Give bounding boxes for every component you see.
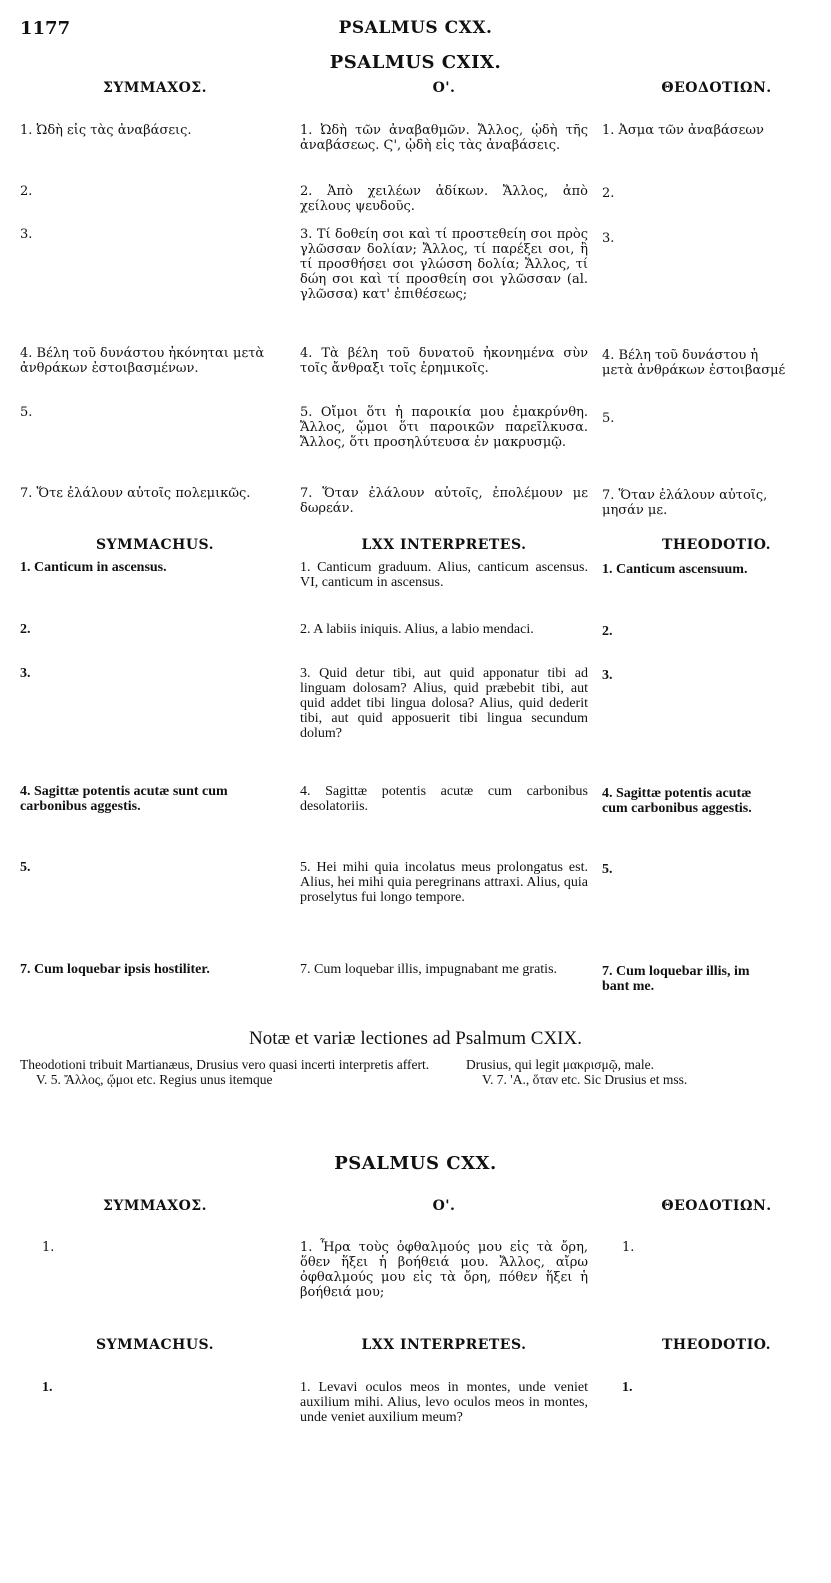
ps120-greek-theod-v1: 1. [622,1240,635,1255]
ps119-greek-lxx-v4: 4. Τὰ βέλη τοῦ δυνατοῦ ἠκονημένα σὺν τοῖς ἄνθραξι τοῖς ἐρημικοῖς. [300,346,588,376]
ps120-greek-sym-v1: 1. [42,1240,55,1255]
ps119-latin-theod-v7b: bant me. [602,979,655,994]
ps120-greek-header-theodotion: ΘΕΟΔΟΤΙΩΝ. [661,1198,772,1214]
ps119-latin-sym-v5: 5. [20,860,31,875]
ps119-greek-header-theodotion: ΘΕΟΔΟΤΙΩΝ. [661,80,772,96]
note-left-2: V. 5. Ἄλλος, ᾤμοι etc. Regius unus itemque [36,1072,273,1087]
ps119-latin-lxx-v3: 3. Quid detur tibi, aut quid apponatur tibi ad linguam dolosam? Alius, quid præbebit tibi, aut quid addet tibi lingua dolosa? Alius, quid dederit tibi, aut quid apposuerit tibi lingua secundum dolum? [300,666,588,741]
ps119-greek-sym-v1: 1. Ὠδὴ εἰς τὰς ἀναβάσεις. [20,123,192,138]
ps120-latin-header-symmachus: SYMMACHUS. [95,1337,215,1353]
ps119-latin-theod-v4b: cum carbonibus aggestis. [602,801,752,816]
ps120-greek-lxx-v1: 1. Ἦρα τοὺς ὀφθαλμούς μου εἰς τὰ ὄρη, ὅθεν ἥξει ἡ βοήθειά μου. Ἄλλος, αἴρω ὀφθαλμούς μου εἰς τὰ ὄρη, πόθεν ἥξει ἡ βοήθειά μου; [300,1240,588,1300]
ps119-greek-sym-v4: 4. Βέλη τοῦ δυνάστου ἠκόνηται μετὰ ἀνθράκων ἐστοιβασμένων. [20,346,265,376]
note-right-2: V. 7. 'Α., ὅταν etc. Sic Drusius et mss. [482,1072,688,1087]
ps119-latin-sym-v4: 4. Sagittæ potentis acutæ sunt cum carbonibus aggestis. [20,784,228,814]
ps119-greek-lxx-v3: 3. Τί δοθείη σοι καὶ τί προστεθείη σοι πρὸς γλῶσσαν δολίαν; Ἄλλος, τί παρέξει σοι, ἢ τί προσθήσει σοι γλώσση δολία; Ἄλλος, τί δώη σοι καὶ τί προσθείη σοι γλῶσσαν (al. γλῶσσα) κατ' ἐπιθέσεως; [300,227,588,302]
ps119-greek-theod-v3: 3. [602,231,615,246]
psalm-119-title: PSALMUS CXIX. [329,52,502,73]
ps119-latin-sym-v2: 2. [20,622,31,637]
notes-left [20,1057,440,1087]
ps119-greek-lxx-v2: 2. Ἀπὸ χειλέων ἀδίκων. Ἄλλος, ἀπὸ χείλους ψευδοῦς. [300,184,588,214]
ps119-latin-header-lxx: LXX INTERPRETES. [361,537,527,553]
notes-right [466,1057,811,1087]
ps119-greek-theod-v2: 2. [602,186,615,201]
ps119-latin-theod-v5: 5. [602,862,613,877]
ps119-latin-lxx-v2: 2. A labiis iniquis. Alius, a labio mendaci. [300,622,534,637]
running-head: PSALMUS CXX. [338,18,493,38]
ps119-greek-lxx-v1: 1. Ὠδὴ τῶν ἀναβαθμῶν. Ἄλλος, ᾠδὴ τῆς ἀναβάσεως. Ϛ', ᾠδὴ εἰς τὰς ἀναβάσεις. [300,123,588,153]
ps119-greek-lxx-v7: 7. Ὅταν ἐλάλουν αὐτοῖς, ἐπολέμουν με δωρεάν. [300,486,588,516]
ps119-greek-sym-v5: 5. [20,405,33,420]
ps119-latin-lxx-v4: 4. Sagittæ potentis acutæ cum carbonibus desolatoriis. [300,784,588,814]
ps119-latin-theod-v2: 2. [602,624,613,639]
ps120-latin-lxx-v1: 1. Levavi oculos meos in montes, unde veniet auxilium mihi. Alius, levo oculos meos in montes, unde veniet auxilium meum? [300,1380,588,1425]
ps119-latin-header-symmachus: SYMMACHUS. [95,537,215,553]
ps119-greek-theod-v4b: μετὰ ἀνθράκων ἐστοιβασμέ [602,363,786,378]
ps119-greek-theod-v1: 1. Ἆσμα τῶν ἀναβάσεων [602,123,764,138]
ps119-greek-theod-v5: 5. [602,411,615,426]
ps119-greek-theod-v7b: μησάν με. [602,503,668,518]
ps120-latin-header-theodotio: THEODOTIO. [661,1337,772,1353]
ps120-latin-header-lxx: LXX INTERPRETES. [361,1337,527,1353]
notes-title: Notæ et variæ lectiones ad Psalmum CXIX. [249,1028,582,1049]
ps119-latin-theod-v1: 1. Canticum ascensuum. [602,562,748,577]
ps119-greek-theod-v7a: 7. Ὅταν ἐλάλουν αὐτοῖς, [602,488,768,503]
ps119-greek-sym-v7: 7. Ὅτε ἐλάλουν αὐτοῖς πολεμικῶς. [20,486,251,501]
ps120-greek-header-symmachus: ΣΥΜΜΑΧΟΣ. [102,1198,208,1214]
ps120-latin-sym-v1: 1. [42,1380,53,1395]
ps119-latin-lxx-v5: 5. Hei mihi quia incolatus meus prolongatus est. Alius, hei mihi quia peregrinans attraxi. Alius, quia proselytus fui longo tempore. [300,860,588,905]
ps119-latin-sym-v7: 7. Cum loquebar ipsis hostiliter. [20,962,210,977]
ps119-greek-header-symmachus: ΣΥΜΜΑΧΟΣ. [102,80,208,96]
ps119-latin-header-theodotio: THEODOTIO. [661,537,772,553]
ps119-latin-lxx-v1: 1. Canticum graduum. Alius, canticum ascensus. VI, canticum in ascensus. [300,560,588,590]
ps119-greek-lxx-v5: 5. Οἴμοι ὅτι ἡ παροικία μου ἐμακρύνθη. Ἄλλος, ᾤμοι ὅτι παροικῶν παρεῖλκυσα. Ἄλλος, ὅτι προσηλύτευσα ἐν μακρυσμῷ. [300,405,588,450]
ps119-latin-lxx-v7: 7. Cum loquebar illis, impugnabant me gratis. [300,962,558,977]
ps119-latin-theod-v3: 3. [602,668,613,683]
note-right-1: Drusius, qui legit μακρισμῷ, male. [466,1057,654,1072]
ps120-latin-theod-v1: 1. [622,1380,633,1395]
ps119-greek-sym-v3: 3. [20,227,33,242]
ps119-latin-theod-v4a: 4. Sagittæ potentis acutæ [602,786,752,801]
note-left-1: Theodotioni tribuit Martianæus, Drusius vero quasi incerti interpretis affert. [20,1057,430,1072]
page-number: 1177 [20,18,71,39]
ps120-greek-header-lxx: Ο'. [432,1198,456,1214]
ps119-latin-theod-v7a: 7. Cum loquebar illis, im [602,964,750,979]
ps119-greek-header-lxx: Ο'. [432,80,456,96]
ps119-latin-sym-v3: 3. [20,666,31,681]
ps119-greek-sym-v2: 2. [20,184,33,199]
ps119-greek-theod-v4a: 4. Βέλη τοῦ δυνάστου ἠ [602,348,759,363]
psalm-120-title: PSALMUS CXX. [334,1153,497,1174]
ps119-latin-sym-v1: 1. Canticum in ascensus. [20,560,167,575]
